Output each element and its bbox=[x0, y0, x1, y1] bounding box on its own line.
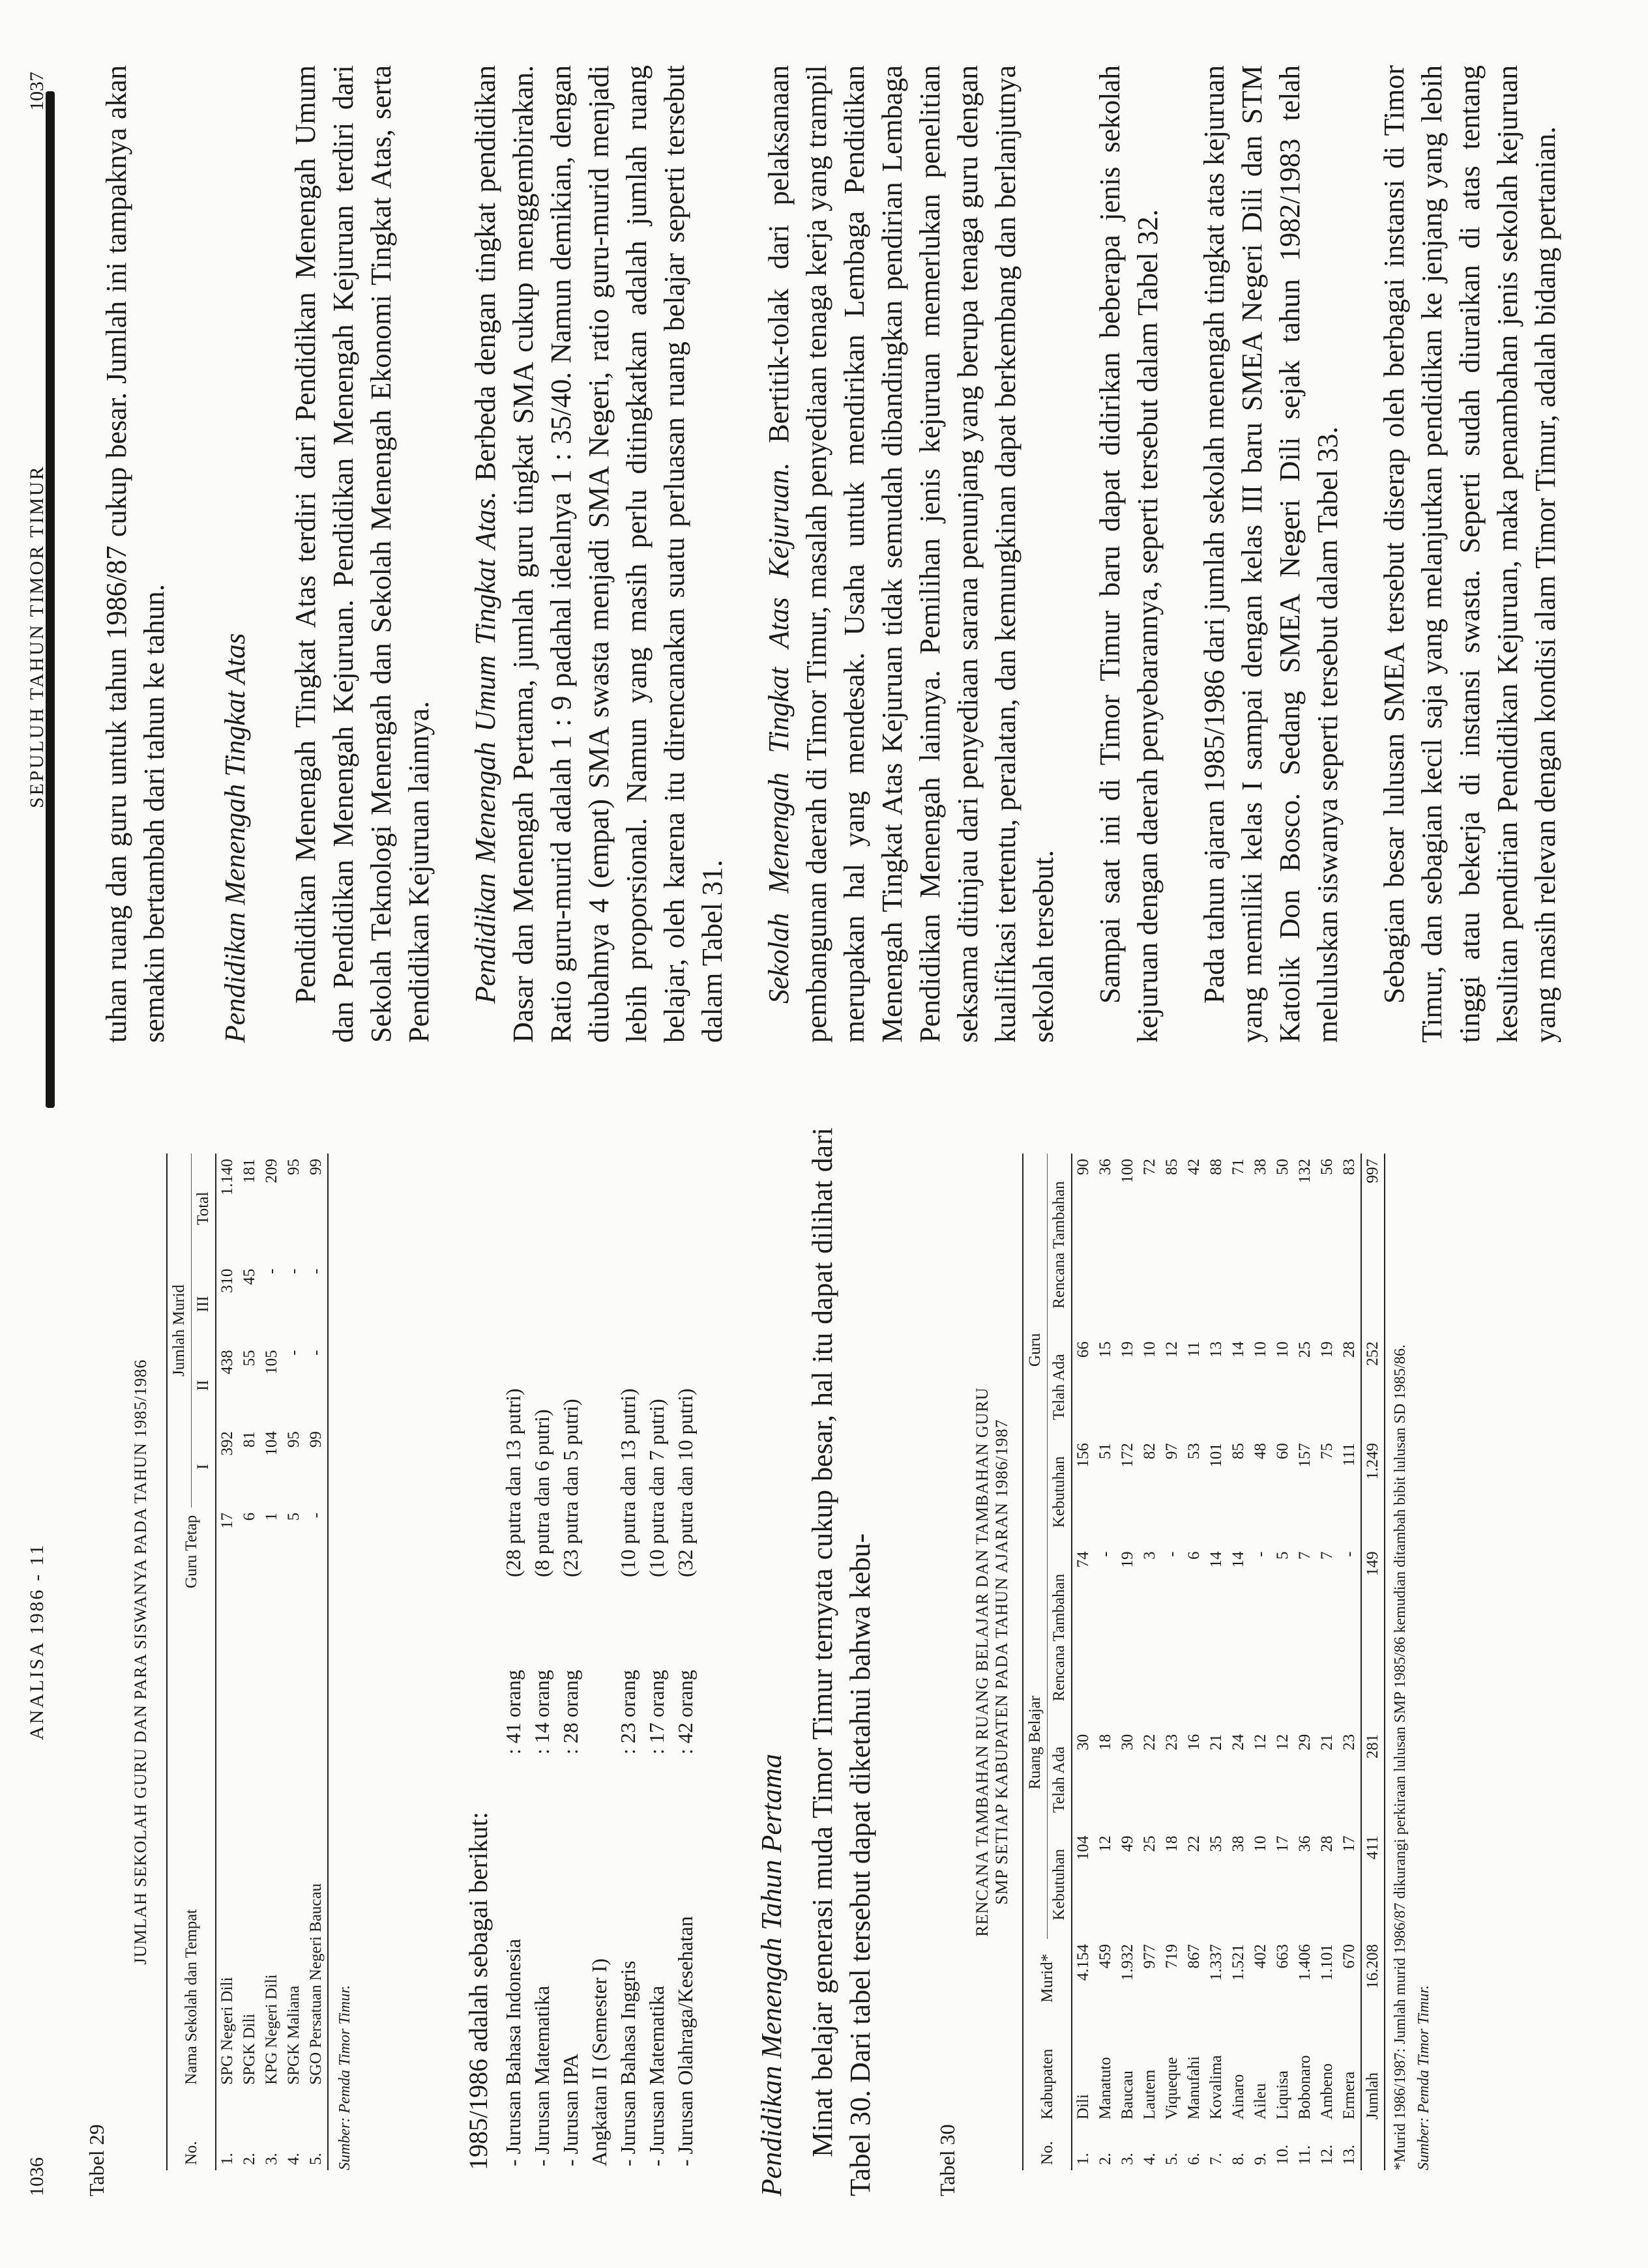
t29-murid-i: 99 bbox=[307, 1431, 325, 1448]
list-item-label: - Jurusan Matematika bbox=[645, 1985, 668, 2166]
t30-no: 1. bbox=[1074, 2153, 1092, 2165]
list-item-count: : 41 orang bbox=[501, 1670, 525, 1754]
list-item-detail: (28 putra dan 13 putri) bbox=[501, 1388, 525, 1577]
t29-school-name: KPG Negeri Dili bbox=[263, 1974, 280, 2085]
t30-total-murid: 16.208 bbox=[1364, 1944, 1381, 1989]
t30-footnote: *Murid 1986/1987: Jumlah murid 1986/87 dikurangi perkiraan lulusan SMP 1985/86 kemudian ditambah bibit lulusan SD 1985/86. bbox=[1392, 1344, 1409, 2170]
t30-ruang-rencana: - bbox=[1252, 1551, 1269, 1557]
t30-no: 13. bbox=[1340, 2144, 1358, 2165]
table-row bbox=[1272, 1154, 1294, 2170]
sma-section-heading: Pendidikan Menengah Tingkat Atas bbox=[219, 633, 251, 1043]
t30-ruang-rencana: 14 bbox=[1229, 1551, 1247, 1568]
t30-ruang-rencana: 5 bbox=[1274, 1551, 1291, 1560]
t30-ruang-kebutuhan: 104 bbox=[1074, 1835, 1092, 1861]
t30-ruang-telah: 29 bbox=[1296, 1734, 1314, 1751]
t29-murid-iii: 310 bbox=[218, 1268, 236, 1294]
vocational-types-paragraph: Sampai saat ini di Timor Timur baru dapat didirikan beberapa jenis sekolah kejuruan dengan daerah penyebarannya, seperti tersebut dalam Tabel 32. bbox=[1094, 65, 1164, 1043]
t29-murid-iii: 45 bbox=[241, 1268, 258, 1285]
t30-head-ruang: Ruang Belajar bbox=[1023, 1547, 1048, 1939]
t29-no: 1. bbox=[218, 2153, 236, 2165]
table-row bbox=[1228, 1154, 1250, 2170]
t29-total: 1.140 bbox=[218, 1159, 236, 1196]
table-row bbox=[261, 1154, 283, 2170]
t30-kabupaten: Manatuto bbox=[1096, 2057, 1114, 2120]
t30-guru-kebutuhan: 172 bbox=[1119, 1443, 1136, 1468]
table-30-block bbox=[935, 1127, 1434, 2196]
t30-ruang-telah: 21 bbox=[1318, 1734, 1336, 1751]
t30-guru-rencana: 71 bbox=[1229, 1159, 1247, 1175]
right-page-number: 1037 bbox=[26, 72, 48, 111]
t30-ruang-telah: 16 bbox=[1185, 1734, 1203, 1751]
smp-section-paragraph: Minat belajar generasi muda Timor Timur ternyata cukup besar, hal itu dapat dilihat dari Tabel 30. Dari tabel tersebut dapat diketahui bahwa kebu- bbox=[806, 1127, 876, 2196]
t30-guru-telah: 19 bbox=[1318, 1341, 1336, 1358]
t30-murid: 867 bbox=[1185, 1944, 1203, 1969]
table-30 bbox=[1022, 1154, 1385, 2170]
t29-murid-ii: - bbox=[307, 1350, 325, 1356]
t30-murid: 663 bbox=[1274, 1944, 1291, 1969]
t29-guru-tetap: 5 bbox=[285, 1512, 302, 1521]
t29-no: 3. bbox=[263, 2153, 280, 2165]
t30-ruang-kebutuhan: 28 bbox=[1318, 1835, 1336, 1852]
enrollment-list-body bbox=[499, 1193, 699, 2170]
list-item bbox=[642, 1193, 671, 2170]
t30-ruang-rencana: 14 bbox=[1207, 1551, 1225, 1568]
t30-guru-rencana: 38 bbox=[1252, 1159, 1269, 1175]
t30-kabupaten: Dili bbox=[1074, 2094, 1092, 2120]
t30-head-kabupaten: Kabupaten bbox=[1038, 2048, 1056, 2120]
t30-ruang-kebutuhan: 38 bbox=[1229, 1835, 1247, 1852]
table-row bbox=[1338, 1154, 1361, 2170]
t30-head-ruang-kebutuhan: Kebutuhan bbox=[1050, 1848, 1068, 1921]
t30-head-ruang-rencana: Rencana Tambahan bbox=[1050, 1573, 1068, 1702]
t30-guru-kebutuhan: 101 bbox=[1207, 1443, 1225, 1468]
list-item-detail: (8 putra dan 6 putri) bbox=[530, 1409, 553, 1577]
sma-intro-paragraph: Pendidikan Menengah Tingkat Atas terdiri dari Pendidikan Menengah Umum dan Pendidikan Menengah Kejuruan. Pendidikan Menengah Kejuruan terdiri dari Sekolah Teknologi Menengah dan Sekolah Menengah Ekonomi Tingkat Atas, serta Pendidikan Kejuruan lainnya. bbox=[289, 65, 435, 1043]
t30-head-ruang-telah: Telah Ada bbox=[1050, 1746, 1068, 1813]
t30-head-guru: Guru bbox=[1023, 1154, 1048, 1547]
t30-head-no: No. bbox=[1038, 2141, 1056, 2165]
t30-kabupaten: Kovalima bbox=[1207, 2055, 1225, 2120]
list-item-detail: (10 putra dan 13 putri) bbox=[616, 1388, 640, 1577]
t30-ruang-kebutuhan: 35 bbox=[1207, 1835, 1225, 1852]
t29-murid-i: 104 bbox=[263, 1431, 280, 1456]
t30-ruang-telah: 18 bbox=[1096, 1734, 1114, 1751]
list-item-label: - Jurusan Matematika bbox=[530, 1985, 553, 2166]
t30-murid: 402 bbox=[1252, 1944, 1269, 1969]
t29-head-iii: III bbox=[194, 1296, 212, 1313]
t30-guru-rencana: 83 bbox=[1340, 1159, 1358, 1175]
t30-guru-telah: 28 bbox=[1340, 1341, 1358, 1358]
t30-ruang-telah: 12 bbox=[1252, 1734, 1269, 1751]
t30-guru-rencana: 100 bbox=[1119, 1159, 1136, 1184]
t30-total-ruang-rencana: 149 bbox=[1364, 1551, 1381, 1577]
t29-murid-iii: - bbox=[263, 1268, 280, 1274]
t30-total-label: Jumlah bbox=[1364, 2072, 1381, 2120]
t30-no: 10. bbox=[1274, 2144, 1291, 2165]
smk-lead: Sekolah Menengah Tingkat Atas Kejuruan. bbox=[763, 462, 795, 1004]
t30-ruang-kebutuhan: 36 bbox=[1296, 1835, 1314, 1852]
t29-guru-tetap: 1 bbox=[263, 1512, 280, 1521]
table-29-label: Tabel 29 bbox=[85, 2124, 108, 2196]
t29-school-name: SPGK Dili bbox=[241, 2013, 258, 2085]
t29-murid-i: 81 bbox=[241, 1431, 258, 1448]
table-row bbox=[1183, 1154, 1205, 2170]
t29-total: 181 bbox=[241, 1159, 258, 1184]
t29-source: Sumber: Pemda Timor Timur. bbox=[336, 1984, 353, 2170]
table-30-title-line1: RENCANA TAMBAHAN RUANG BELAJAR DAN TAMBAHAN GURU bbox=[973, 1387, 992, 1937]
list-item-detail bbox=[585, 1193, 613, 1581]
t30-murid: 1.101 bbox=[1318, 1944, 1336, 1981]
table-29 bbox=[166, 1154, 329, 2170]
smp-section-heading: Pendidikan Menengah Tahun Pertama bbox=[756, 1753, 787, 2196]
t29-murid-iii: - bbox=[307, 1268, 325, 1274]
t30-kabupaten: Bobonaro bbox=[1296, 2055, 1314, 2120]
table-30-label: Tabel 30 bbox=[935, 2124, 959, 2196]
left-page bbox=[0, 1127, 1648, 2196]
right-page bbox=[0, 52, 1648, 1043]
t29-guru-tetap: 17 bbox=[218, 1512, 236, 1529]
t30-ruang-kebutuhan: 17 bbox=[1340, 1835, 1358, 1852]
t30-total-ruang-kebutuhan: 411 bbox=[1364, 1835, 1381, 1860]
list-item-count: : 42 orang bbox=[673, 1670, 697, 1754]
enrollment-list bbox=[499, 1193, 699, 2170]
t29-murid-ii: - bbox=[285, 1350, 302, 1356]
t30-head-guru-telah: Telah Ada bbox=[1050, 1354, 1068, 1421]
table-row bbox=[1072, 1154, 1095, 2170]
t29-guru-tetap: - bbox=[307, 1512, 325, 1519]
t30-guru-kebutuhan: 111 bbox=[1340, 1443, 1358, 1466]
t30-kabupaten: Ambeno bbox=[1318, 2063, 1336, 2120]
t30-source: Sumber: Pemda Timor Timur. bbox=[1415, 1984, 1432, 2170]
t29-body bbox=[216, 1154, 328, 2170]
list-item-count: : 17 orang bbox=[645, 1670, 668, 1754]
t30-ruang-telah: 23 bbox=[1340, 1734, 1358, 1751]
graduates-paragraph: Sebagian besar lulusan SMEA tersebut diserap oleh berbagai instansi di Timor Timur, dan sebagian kecil saja yang melanjutkan pendidikan ke jenjang yang lebih tinggi atau bekerja di instansi swasta. Seperti sudah diuraikan di atas tentang kesulitan pendirian Pendidikan Kejuruan, maka penambahan jenis sekolah kejuruan yang masih relevan dengan kondisi alam Timor Timur, adalah bidang pertanian. bbox=[1378, 65, 1561, 1043]
list-item bbox=[556, 1193, 585, 2170]
t30-ruang-kebutuhan: 12 bbox=[1096, 1835, 1114, 1852]
t30-ruang-rencana: 7 bbox=[1296, 1551, 1314, 1560]
t30-ruang-telah: 24 bbox=[1229, 1734, 1247, 1751]
t29-school-name: SPG Negeri Dili bbox=[218, 1977, 236, 2085]
t30-ruang-kebutuhan: 49 bbox=[1119, 1835, 1136, 1852]
list-item-detail: (23 putra dan 5 putri) bbox=[559, 1399, 582, 1577]
table-row bbox=[1139, 1154, 1161, 2170]
t30-murid: 459 bbox=[1096, 1944, 1114, 1969]
t30-guru-kebutuhan: 75 bbox=[1318, 1443, 1336, 1460]
smk-text: Bertitik-tolak dari pelaksanaan pembangunan daerah di Timor Timur, masalah penyediaan tenaga kerja yang trampil merupakan hal yang mendesak. Usaha untuk mendirikan Lembaga Pendidikan Menengah Tingkat Atas Kejuruan tidak semudah dibandingkan pendirian Lembaga Pendidikan Menengah lainnya. Pemilihan jenis kejuruan memerlukan penelitian seksama ditinjau dari penyediaan sarana penunjang yang berupa tenaga guru dengan kualifikasi tertentu, peralatan, dan kemungkinan dapat berkembang dan berlanjutnya sekolah tersebut. bbox=[763, 65, 1059, 1043]
list-item-label: - Jurusan IPA bbox=[559, 2053, 582, 2166]
t30-murid: 1.406 bbox=[1296, 1944, 1314, 1981]
t30-guru-telah: 10 bbox=[1252, 1341, 1269, 1358]
list-item bbox=[671, 1193, 699, 2170]
t29-murid-iii: - bbox=[285, 1268, 302, 1274]
t29-guru-tetap: 6 bbox=[241, 1512, 258, 1521]
list-item-label: Angkatan II (Semester I) bbox=[587, 1958, 611, 2166]
t30-total-guru-rencana: 997 bbox=[1364, 1159, 1381, 1184]
list-item bbox=[499, 1193, 527, 2170]
t29-head-guru: Guru Tetap bbox=[182, 1515, 200, 1589]
t29-head-i: I bbox=[194, 1464, 212, 1470]
right-page-body bbox=[98, 65, 1565, 1043]
t30-guru-telah: 11 bbox=[1185, 1341, 1203, 1358]
t30-ruang-telah: 12 bbox=[1274, 1734, 1291, 1751]
t29-murid-ii: 105 bbox=[263, 1350, 280, 1374]
t30-ruang-rencana: 7 bbox=[1318, 1551, 1336, 1560]
table-29-title: JUMLAH SEKOLAH GURU DAN PARA SISWANYA PADA TAHUN 1985/1986 bbox=[131, 1359, 150, 1965]
t30-murid: 1.337 bbox=[1207, 1944, 1225, 1981]
t29-no: 2. bbox=[241, 2153, 258, 2165]
t29-no: 4. bbox=[285, 2153, 302, 2165]
smea-paragraph: Pada tahun ajaran 1985/1986 dari jumlah sekolah menengah tingkat atas kejuruan yang memiliki kelas I sampai dengan kelas III baru SMEA Negeri Dili dan STM Katolik Don Bosco. Sedang SMEA Negeri Dili sejak tahun 1982/1983 telah meluluskan siswanya seperti tersebut dalam Tabel 33. bbox=[1198, 65, 1344, 1043]
t30-body bbox=[1072, 1154, 1361, 2170]
left-corner-page-number: 1036 bbox=[26, 2157, 48, 2196]
smk-paragraph bbox=[760, 65, 1063, 1043]
list-item-label: - Jurusan Bahasa Indonesia bbox=[501, 1938, 525, 2166]
t30-no: 2. bbox=[1096, 2153, 1114, 2165]
t30-guru-telah: 14 bbox=[1229, 1341, 1247, 1358]
list-item bbox=[613, 1193, 642, 2170]
t30-total-ruang-telah: 281 bbox=[1364, 1734, 1381, 1759]
t30-kabupaten: Liquisa bbox=[1274, 2071, 1291, 2120]
t29-no: 5. bbox=[307, 2153, 325, 2165]
t30-guru-rencana: 90 bbox=[1074, 1159, 1092, 1175]
t30-no: 7. bbox=[1207, 2153, 1225, 2165]
smp-section bbox=[753, 1127, 879, 2196]
t30-guru-telah: 25 bbox=[1296, 1341, 1314, 1358]
t30-guru-kebutuhan: 85 bbox=[1229, 1443, 1247, 1460]
table-29-block bbox=[85, 1127, 355, 2196]
t30-ruang-rencana: - bbox=[1163, 1551, 1181, 1557]
t30-total-row bbox=[1361, 1154, 1385, 2170]
t30-ruang-kebutuhan: 10 bbox=[1252, 1835, 1269, 1852]
list-item-count: : 28 orang bbox=[559, 1670, 582, 1754]
t30-no: 9. bbox=[1252, 2153, 1269, 2165]
table-row bbox=[283, 1154, 305, 2170]
table-row bbox=[1117, 1154, 1139, 2170]
table-row bbox=[1294, 1154, 1316, 2170]
t30-no: 5. bbox=[1163, 2153, 1181, 2165]
left-running-head: ANALISA 1986 - 11 bbox=[26, 1543, 48, 1740]
table-row bbox=[1205, 1154, 1228, 2170]
t30-kabupaten: Ermera bbox=[1340, 2071, 1358, 2120]
t29-murid-i: 392 bbox=[218, 1431, 236, 1456]
t30-ruang-kebutuhan: 22 bbox=[1185, 1835, 1203, 1852]
t30-ruang-kebutuhan: 17 bbox=[1274, 1835, 1291, 1852]
t29-murid-i: 95 bbox=[285, 1431, 302, 1448]
t30-ruang-telah: 30 bbox=[1119, 1734, 1136, 1751]
right-running-head: SEPULUH TAHUN TIMOR TIMUR bbox=[26, 465, 48, 808]
list-item-label: - Jurusan Bahasa Inggris bbox=[616, 1960, 640, 2166]
t30-kabupaten: Aileu bbox=[1252, 2083, 1269, 2120]
t30-murid: 719 bbox=[1163, 1944, 1181, 1969]
t30-guru-rencana: 56 bbox=[1318, 1159, 1336, 1175]
t29-murid-ii: 438 bbox=[218, 1350, 236, 1374]
t30-murid: 4.154 bbox=[1074, 1944, 1092, 1981]
list-item-label: - Jurusan Olahraga/Kesehatan bbox=[673, 1916, 697, 2166]
t30-guru-telah: 66 bbox=[1074, 1341, 1092, 1358]
t29-murid-ii: 55 bbox=[241, 1350, 258, 1367]
t30-guru-rencana: 72 bbox=[1141, 1159, 1158, 1175]
t30-guru-rencana: 50 bbox=[1274, 1159, 1291, 1175]
t29-total: 209 bbox=[263, 1159, 280, 1184]
t30-total-guru-telah: 252 bbox=[1364, 1341, 1381, 1366]
t30-guru-telah: 19 bbox=[1119, 1341, 1136, 1358]
list-item bbox=[527, 1193, 556, 2170]
t30-no: 8. bbox=[1229, 2153, 1247, 2165]
sma-umum-paragraph bbox=[467, 65, 731, 1043]
list-item-count: : 23 orang bbox=[616, 1670, 640, 1754]
t30-ruang-kebutuhan: 18 bbox=[1163, 1835, 1181, 1852]
t30-guru-kebutuhan: 156 bbox=[1074, 1443, 1092, 1468]
t30-ruang-telah: 23 bbox=[1163, 1734, 1181, 1751]
table-row bbox=[1095, 1154, 1117, 2170]
t30-no: 3. bbox=[1119, 2153, 1136, 2165]
t29-head-total: Total bbox=[194, 1191, 212, 1225]
t30-no: 4. bbox=[1141, 2153, 1158, 2165]
t30-no: 6. bbox=[1185, 2153, 1203, 2165]
enrollment-list-heading: 1985/1986 adalah sebagai berikut: bbox=[464, 1812, 493, 2170]
list-item-detail: (32 putra dan 10 putri) bbox=[673, 1388, 697, 1577]
t30-murid: 1.521 bbox=[1229, 1944, 1247, 1981]
t30-murid: 977 bbox=[1141, 1944, 1158, 1969]
t30-guru-telah: 12 bbox=[1163, 1341, 1181, 1358]
t30-guru-rencana: 132 bbox=[1296, 1159, 1314, 1184]
sma-umum-lead: Pendidikan Menengah Umum Tingkat Atas. bbox=[469, 491, 501, 1004]
enrollment-list-block bbox=[463, 1154, 699, 2170]
t30-kabupaten: Ainaro bbox=[1229, 2074, 1247, 2120]
table-row bbox=[1250, 1154, 1272, 2170]
t30-guru-telah: 10 bbox=[1274, 1341, 1291, 1358]
t30-no: 12. bbox=[1318, 2144, 1336, 2165]
table-row bbox=[1316, 1154, 1338, 2170]
t30-guru-kebutuhan: 51 bbox=[1096, 1443, 1114, 1460]
t30-murid: 1.932 bbox=[1119, 1944, 1136, 1981]
t30-ruang-telah: 30 bbox=[1074, 1734, 1092, 1751]
t29-total: 95 bbox=[285, 1159, 302, 1175]
right-para-continuation: tuhan ruang dan guru untuk tahun 1986/87 cukup besar. Jumlah ini tampaknya akan semakin bertambah dari tahun ke tahun. bbox=[100, 65, 170, 1043]
t29-school-name: SPGK Maliana bbox=[285, 1985, 302, 2085]
t30-ruang-rencana: 3 bbox=[1141, 1551, 1158, 1560]
t30-guru-kebutuhan: 82 bbox=[1141, 1443, 1158, 1460]
table-row bbox=[239, 1154, 261, 2170]
t30-guru-rencana: 36 bbox=[1096, 1159, 1114, 1175]
t29-head-school: Nama Sekolah dan Tempat bbox=[182, 1909, 200, 2085]
t30-ruang-rencana: 74 bbox=[1074, 1551, 1092, 1568]
t30-kabupaten: Lautem bbox=[1141, 2069, 1158, 2120]
t30-kabupaten: Baucau bbox=[1119, 2071, 1136, 2120]
t29-head-ii: II bbox=[194, 1380, 212, 1391]
t30-guru-telah: 10 bbox=[1141, 1341, 1158, 1358]
t30-guru-telah: 15 bbox=[1096, 1341, 1114, 1358]
t29-head-no: No. bbox=[182, 2141, 200, 2165]
t30-guru-kebutuhan: 60 bbox=[1274, 1443, 1291, 1460]
table-row bbox=[216, 1154, 239, 2170]
t30-no: 11. bbox=[1296, 2145, 1314, 2165]
t30-ruang-telah: 21 bbox=[1207, 1734, 1225, 1751]
t30-guru-kebutuhan: 48 bbox=[1252, 1443, 1269, 1460]
t30-guru-rencana: 85 bbox=[1163, 1159, 1181, 1175]
t30-guru-telah: 13 bbox=[1207, 1341, 1225, 1358]
table-row bbox=[1161, 1154, 1183, 2170]
t29-total: 99 bbox=[307, 1159, 325, 1175]
t30-ruang-kebutuhan: 25 bbox=[1141, 1835, 1158, 1852]
t30-guru-kebutuhan: 157 bbox=[1296, 1443, 1314, 1468]
t30-total-guru-kebutuhan: 1.249 bbox=[1364, 1443, 1381, 1480]
t30-guru-rencana: 42 bbox=[1185, 1159, 1203, 1175]
t30-guru-kebutuhan: 53 bbox=[1185, 1443, 1203, 1460]
list-item-count bbox=[585, 1581, 613, 1758]
t30-head-guru-kebutuhan: Kebutuhan bbox=[1050, 1456, 1068, 1528]
list-item-count: : 14 orang bbox=[530, 1670, 553, 1754]
table-30-title-line2: SMP SETIAP KABUPATEN PADA TAHUN AJARAN 1986/1987 bbox=[992, 1419, 1011, 1905]
t30-kabupaten: Viqueque bbox=[1163, 2057, 1181, 2120]
t30-ruang-rencana: - bbox=[1340, 1551, 1358, 1557]
list-item-detail: (10 putra dan 7 putri) bbox=[645, 1399, 668, 1577]
t30-kabupaten: Manufahi bbox=[1185, 2056, 1203, 2120]
table-row bbox=[305, 1154, 328, 2170]
sma-umum-text: Berbeda dengan tingkat pendidikan Dasar dan Menengah Pertama, jumlah guru tingkat SMA cukup menggembirakan. Ratio guru-murid adalah 1 : 9 padahal idealnya 1 : 35/40. Namun demikian, dengan diubahnya 4 (empat) SMA swasta menjadi SMA Negeri, ratio guru-murid menjadi lebih proporsional. Namun yang masih perlu ditingkatkan adalah jumlah ruang belajar, oleh karena itu direncanakan suatu perluasan ruang belajar seperti tersebut dalam Tabel 31. bbox=[469, 65, 728, 1043]
t30-ruang-rencana: 19 bbox=[1119, 1551, 1136, 1568]
t30-ruang-rencana: - bbox=[1096, 1551, 1114, 1557]
t29-head-murid-group: Jumlah Murid bbox=[167, 1154, 192, 1507]
t30-guru-rencana: 88 bbox=[1207, 1159, 1225, 1175]
t29-school-name: SGO Persatuan Negeri Baucau bbox=[307, 1883, 325, 2085]
t30-head-murid: Murid* bbox=[1038, 1953, 1056, 2003]
t30-head-guru-rencana: Rencana Tambahan bbox=[1050, 1181, 1068, 1309]
t30-murid: 670 bbox=[1340, 1944, 1358, 1969]
t30-ruang-telah: 22 bbox=[1141, 1734, 1158, 1751]
t30-ruang-rencana: 6 bbox=[1185, 1551, 1203, 1560]
t30-guru-kebutuhan: 97 bbox=[1163, 1443, 1181, 1460]
list-item bbox=[585, 1193, 613, 2170]
